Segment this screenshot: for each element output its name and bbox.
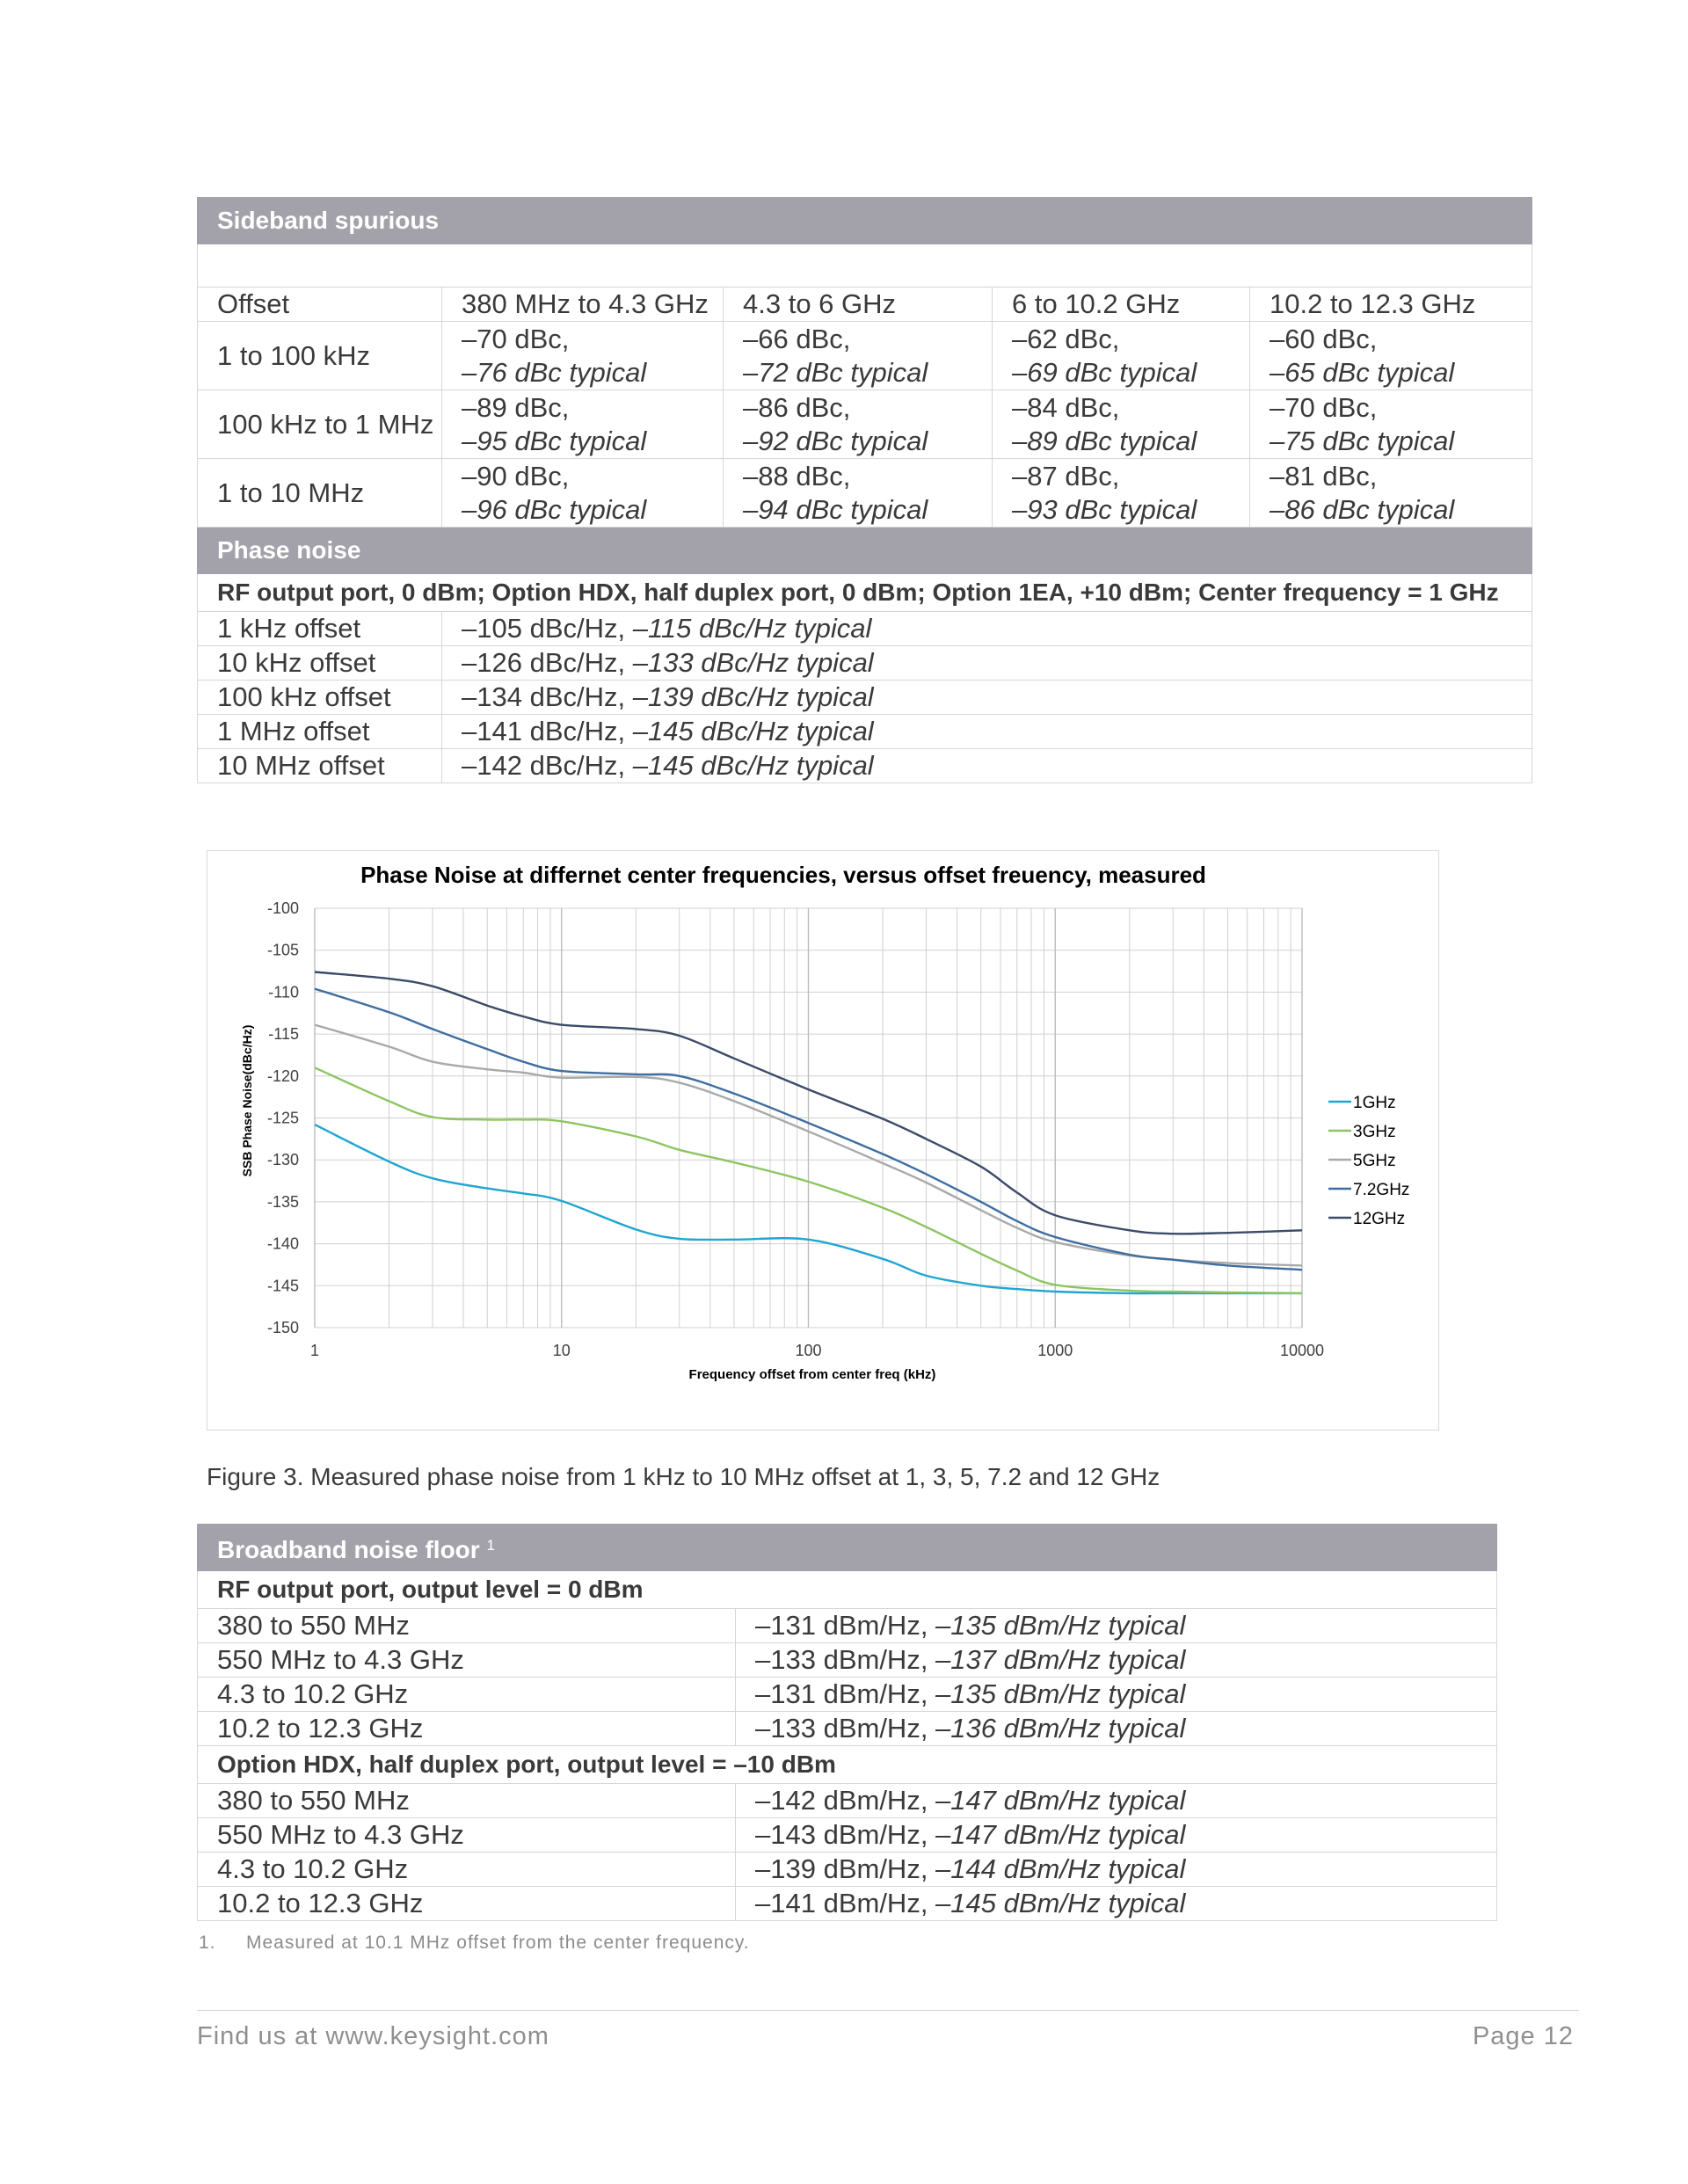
figure-caption: Figure 3. Measured phase noise from 1 kHz to 10 MHz offset at 1, 3, 5, 7.2 and 12 GHz bbox=[207, 1463, 1160, 1490]
footnote bbox=[199, 1933, 750, 1954]
table-row bbox=[198, 1818, 1497, 1853]
table-row bbox=[198, 681, 1532, 715]
table-row bbox=[198, 390, 1532, 459]
value-cell: –142 dBc/Hz, –145 dBc/Hz typical bbox=[442, 749, 1532, 783]
group-label: Option HDX, half duplex port, output level = –10 dBm bbox=[198, 1746, 1497, 1784]
range-cell: 550 MHz to 4.3 GHz bbox=[198, 1818, 736, 1853]
range-cell: 10.2 to 12.3 GHz bbox=[198, 1712, 736, 1746]
table-row bbox=[198, 1784, 1497, 1818]
offset-cell: 10 kHz offset bbox=[198, 646, 442, 681]
y-tick-label: -110 bbox=[268, 983, 299, 1001]
broadband-heading: Broadband noise floor $^1$ bbox=[198, 1525, 1497, 1571]
sideband-spurious-heading: Sideband spurious bbox=[198, 198, 1532, 244]
x-tick-label: 10000 bbox=[1279, 1342, 1325, 1359]
offset-cell: 10 MHz offset bbox=[198, 749, 442, 783]
value-cell: –142 dBm/Hz, –147 dBm/Hz typical bbox=[736, 1784, 1497, 1818]
range-cell: 380 to 550 MHz bbox=[198, 1609, 736, 1643]
table-row bbox=[198, 1853, 1497, 1887]
value-cell: –70 dBc, –76 dBc typical bbox=[442, 322, 724, 390]
table-row bbox=[198, 1887, 1497, 1921]
y-tick-label: -100 bbox=[266, 899, 299, 917]
table-header-row bbox=[198, 288, 1532, 322]
footnote-text: Measured at 10.1 MHz offset from the center frequency. bbox=[246, 1933, 750, 1953]
value-cell: –134 dBc/Hz, –139 dBc/Hz typical bbox=[442, 681, 1532, 715]
table-row bbox=[198, 715, 1532, 749]
table-row bbox=[198, 612, 1532, 646]
value-cell: –89 dBc, –95 dBc typical bbox=[442, 390, 724, 459]
value-cell: –141 dBc/Hz, –145 dBc/Hz typical bbox=[442, 715, 1532, 749]
value-cell: –90 dBc, –96 dBc typical bbox=[442, 459, 724, 528]
column-header: 6 to 10.2 GHz bbox=[993, 288, 1250, 322]
y-tick-label: -120 bbox=[266, 1067, 299, 1085]
table-row bbox=[198, 459, 1532, 528]
offset-cell: 1 to 10 MHz bbox=[198, 459, 442, 528]
range-cell: 4.3 to 10.2 GHz bbox=[198, 1853, 736, 1887]
value-cell: –131 dBm/Hz, –135 dBm/Hz typical bbox=[736, 1609, 1497, 1643]
y-tick-label: -150 bbox=[266, 1319, 299, 1336]
y-tick-label: -115 bbox=[268, 1025, 299, 1044]
value-cell: –141 dBm/Hz, –145 dBm/Hz typical bbox=[736, 1887, 1497, 1921]
value-cell: –60 dBc, –65 dBc typical bbox=[1250, 322, 1532, 390]
group-label: RF output port, output level = 0 dBm bbox=[198, 1571, 1497, 1609]
y-tick-label: -135 bbox=[266, 1192, 299, 1211]
phase-noise-condition: RF output port, 0 dBm; Option HDX, half duplex port, 0 dBm; Option 1EA, +10 dBm; Center frequency = 1 GHz bbox=[198, 574, 1532, 612]
value-cell: –88 dBc, –94 dBc typical bbox=[724, 459, 993, 528]
range-cell: 10.2 to 12.3 GHz bbox=[198, 1887, 736, 1921]
value-cell: –139 dBm/Hz, –144 dBm/Hz typical bbox=[736, 1853, 1497, 1887]
y-tick-label: -140 bbox=[266, 1234, 299, 1253]
footnote-number: 1. bbox=[199, 1933, 216, 1953]
value-cell: –126 dBc/Hz, –133 dBc/Hz typical bbox=[442, 646, 1532, 681]
value-cell: –87 dBc, –93 dBc typical bbox=[993, 459, 1250, 528]
table-row bbox=[198, 646, 1532, 681]
table-row bbox=[198, 1678, 1497, 1712]
offset-cell: 1 kHz offset bbox=[198, 612, 442, 646]
range-cell: 4.3 to 10.2 GHz bbox=[198, 1678, 736, 1712]
value-cell: –105 dBc/Hz, –115 dBc/Hz typical bbox=[442, 612, 1532, 646]
table-row bbox=[198, 322, 1532, 390]
offset-cell: 100 kHz offset bbox=[198, 681, 442, 715]
y-tick-label: -105 bbox=[266, 941, 299, 959]
value-cell: –143 dBm/Hz, –147 dBm/Hz typical bbox=[736, 1818, 1497, 1853]
y-tick-label: -145 bbox=[266, 1277, 299, 1295]
legend-label: 5GHz bbox=[1353, 1152, 1396, 1170]
value-cell: –70 dBc, –75 dBc typical bbox=[1250, 390, 1532, 459]
value-cell: –131 dBm/Hz, –135 dBm/Hz typical bbox=[736, 1678, 1497, 1712]
table-row bbox=[198, 1712, 1497, 1746]
offset-cell: 1 MHz offset bbox=[198, 715, 442, 749]
column-header: Offset bbox=[198, 288, 442, 322]
phase-noise-heading: Phase noise bbox=[198, 528, 1532, 574]
blank-row bbox=[198, 244, 1532, 288]
column-header: 380 MHz to 4.3 GHz bbox=[442, 288, 724, 322]
offset-cell: 100 kHz to 1 MHz bbox=[198, 390, 442, 459]
x-tick-label: 100 bbox=[795, 1342, 822, 1359]
y-tick-label: -125 bbox=[266, 1109, 299, 1127]
chart-svg bbox=[207, 851, 1438, 1430]
legend-label: 1GHz bbox=[1353, 1094, 1396, 1112]
x-axis-label: Frequency offset from center freq (kHz) bbox=[688, 1367, 936, 1382]
legend-label: 7.2GHz bbox=[1353, 1181, 1410, 1199]
table-row bbox=[198, 749, 1532, 783]
y-tick-label: -130 bbox=[266, 1151, 299, 1169]
page-number: Page 12 bbox=[1472, 2022, 1574, 2050]
column-header: 4.3 to 6 GHz bbox=[724, 288, 993, 322]
value-cell: –133 dBm/Hz, –136 dBm/Hz typical bbox=[736, 1712, 1497, 1746]
phase-noise-chart bbox=[207, 850, 1439, 1431]
value-cell: –62 dBc, –69 dBc typical bbox=[993, 322, 1250, 390]
value-cell: –84 dBc, –89 dBc typical bbox=[993, 390, 1250, 459]
legend-label: 3GHz bbox=[1353, 1123, 1396, 1141]
sideband-phase-noise-table bbox=[197, 197, 1532, 783]
range-cell: 380 to 550 MHz bbox=[198, 1784, 736, 1818]
x-tick-label: 1000 bbox=[1037, 1342, 1073, 1359]
table-row bbox=[198, 1643, 1497, 1678]
legend-label: 12GHz bbox=[1353, 1210, 1406, 1228]
footer-divider bbox=[197, 2010, 1579, 2011]
chart-title: Phase Noise at differnet center frequencies, versus offset freuency, measured bbox=[360, 862, 1206, 888]
range-cell: 550 MHz to 4.3 GHz bbox=[198, 1643, 736, 1678]
value-cell: –86 dBc, –92 dBc typical bbox=[724, 390, 993, 459]
x-tick-label: 1 bbox=[309, 1342, 320, 1359]
x-tick-label: 10 bbox=[552, 1342, 571, 1359]
broadband-noise-table bbox=[197, 1524, 1497, 1921]
column-header: 10.2 to 12.3 GHz bbox=[1250, 288, 1532, 322]
value-cell: –81 dBc, –86 dBc typical bbox=[1250, 459, 1532, 528]
y-axis-label: SSB Phase Noise(dBc/Hz) bbox=[240, 1024, 254, 1177]
value-cell: –66 dBc, –72 dBc typical bbox=[724, 322, 993, 390]
table-row bbox=[198, 1609, 1497, 1643]
value-cell: –133 dBm/Hz, –137 dBm/Hz typical bbox=[736, 1643, 1497, 1678]
offset-cell: 1 to 100 kHz bbox=[198, 322, 442, 390]
footer-website-link[interactable]: Find us at www.keysight.com bbox=[197, 2022, 549, 2050]
